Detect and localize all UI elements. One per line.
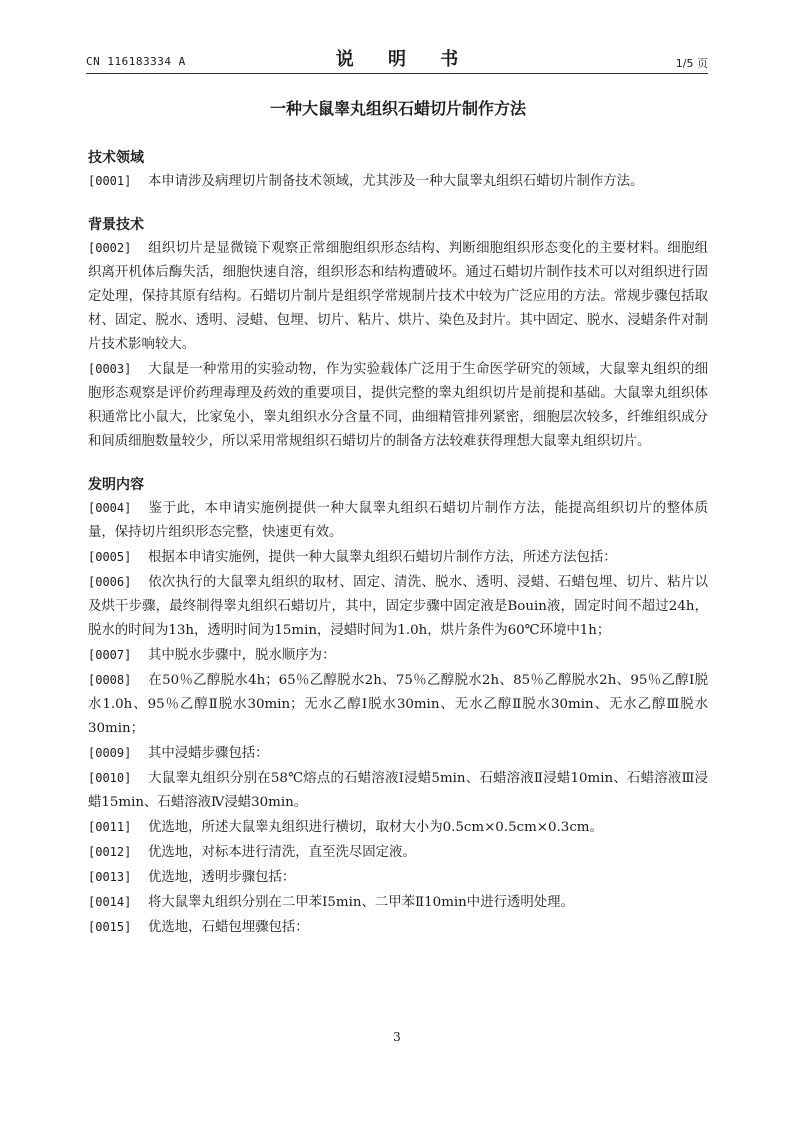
paragraph <box>88 357 708 454</box>
paragraph-number: [0004] <box>88 501 132 515</box>
paragraph <box>88 815 708 840</box>
paragraph-text: 依次执行的大鼠睾丸组织的取材、固定、清洗、脱水、透明、浸蜡、石蜡包埋、切片、粘片以及烘干步骤，最终制得睾丸组织石蜡切片，其中，固定步骤中固定液是Bouin液，固定时间不超过24h，脱水的时间为13h，透明时间为15min，浸蜡时间为1.0h，烘片条件为60℃环境中1h； <box>88 575 708 638</box>
paragraph <box>88 766 708 815</box>
paragraph-text: 根据本申请实施例，提供一种大鼠睾丸组织石蜡切片制作方法，所述方法包括： <box>148 550 617 565</box>
paragraph <box>88 545 708 570</box>
section-heading: 背景技术 <box>88 217 144 233</box>
page-indicator: 1/5 页 <box>675 57 708 70</box>
paragraph-number: [0007] <box>88 648 132 662</box>
paragraph-number: [0005] <box>88 550 132 564</box>
page-header <box>0 0 794 80</box>
paragraph <box>88 890 708 915</box>
paragraph <box>88 741 708 766</box>
paragraph <box>88 570 708 643</box>
paragraph-number: [0009] <box>88 746 132 760</box>
paragraph <box>88 865 708 890</box>
document-number: CN 116183334 A <box>86 55 186 68</box>
paragraph-text: 组织切片是显微镜下观察正常细胞组织形态结构、判断细胞组织形态变化的主要材料。细胞组织离开机体后酶失活，细胞快速自溶，组织形态和结构遭破坏。通过石蜡切片制作技术可以对组织进行固定处理，保持其原有结构。石蜡切片制片是组织学常规制片技术中较为广泛应用的方法。常规步骤包括取材、固定、脱水、透明、浸蜡、包埋、切片、粘片、烘片、染色及封片。其中固定、脱水、浸蜡条件对制片技术影响较大。 <box>88 241 708 352</box>
paragraph-text: 大鼠是一种常用的实验动物，作为实验载体广泛用于生命医学研究的领域，大鼠睾丸组织的细胞形态观察是评价药理毒理及药效的重要项目，提供完整的睾丸组织切片是前提和基础。大鼠睾丸组织体积通常比小鼠大，比家兔小，睾丸组织水分含量不同，曲细精管排列紧密，细胞层次较多，纤维组织成分和间质细胞数量较少，所以采用常规组织石蜡切片的制备方法较难获得理想大鼠睾丸组织切片。 <box>88 362 708 449</box>
paragraph-text: 其中浸蜡步骤包括： <box>148 746 269 761</box>
paragraph <box>88 915 708 940</box>
paragraph-number: [0010] <box>88 771 132 785</box>
paragraph-number: [0012] <box>88 845 132 859</box>
paragraph-text: 鉴于此，本申请实施例提供一种大鼠睾丸组织石蜡切片制作方法，能提高组织切片的整体质量，保持切片组织形态完整，快速更有效。 <box>88 501 708 540</box>
paragraph-number: [0013] <box>88 870 132 884</box>
paragraph <box>88 496 708 545</box>
paragraph-text: 优选地，石蜡包埋骤包括： <box>148 920 309 935</box>
paragraph-number: [0003] <box>88 362 132 376</box>
paragraph <box>88 668 708 741</box>
paragraph-text: 在50％乙醇脱水4h；65％乙醇脱水2h、75％乙醇脱水2h、85％乙醇脱水2h、95％乙醇Ⅰ脱水1.0h、95％乙醇Ⅱ脱水30min；无水乙醇Ⅰ脱水30min、无水乙醇Ⅱ脱水30min、无水乙醇Ⅲ脱水30min； <box>88 673 708 736</box>
page-number: 3 <box>393 1030 401 1044</box>
paragraph <box>88 236 708 357</box>
paragraph-text: 优选地，对标本进行清洗，直至洗尽固定液。 <box>148 845 416 860</box>
paragraph-text: 大鼠睾丸组织分别在58℃熔点的石蜡溶液Ⅰ浸蜡5min、石蜡溶液Ⅱ浸蜡10min、石蜡溶液Ⅲ浸蜡15min、石蜡溶液Ⅳ浸蜡30min。 <box>88 771 708 810</box>
paragraph-text: 其中脱水步骤中，脱水顺序为： <box>148 648 336 663</box>
section-heading: 技术领域 <box>88 150 144 166</box>
section-title: 说 明 书 <box>335 49 473 70</box>
paragraph-text: 本申请涉及病理切片制备技术领域，尤其涉及一种大鼠睾丸组织石蜡切片制作方法。 <box>148 174 644 189</box>
paragraph-number: [0006] <box>88 575 132 589</box>
paragraph <box>88 169 708 194</box>
paragraph-number: [0014] <box>88 895 132 909</box>
paragraph <box>88 840 708 865</box>
section-heading: 发明内容 <box>88 477 144 493</box>
document-title: 一种大鼠睾丸组织石蜡切片制作方法 <box>269 99 526 118</box>
header-divider <box>86 73 708 74</box>
paragraph <box>88 643 708 668</box>
paragraph-number: [0002] <box>88 241 132 255</box>
paragraph-text: 优选地，透明步骤包括： <box>148 870 296 885</box>
document-body <box>88 96 708 940</box>
paragraph-number: [0011] <box>88 820 132 834</box>
paragraph-number: [0015] <box>88 920 132 934</box>
paragraph-text: 优选地，所述大鼠睾丸组织进行横切，取材大小为0.5cm×0.5cm×0.3cm。 <box>148 820 603 835</box>
paragraph-number: [0001] <box>88 174 132 188</box>
paragraph-number: [0008] <box>88 673 132 687</box>
paragraph-text: 将大鼠睾丸组织分别在二甲苯Ⅰ5min、二甲苯Ⅱ10min中进行透明处理。 <box>148 895 574 910</box>
